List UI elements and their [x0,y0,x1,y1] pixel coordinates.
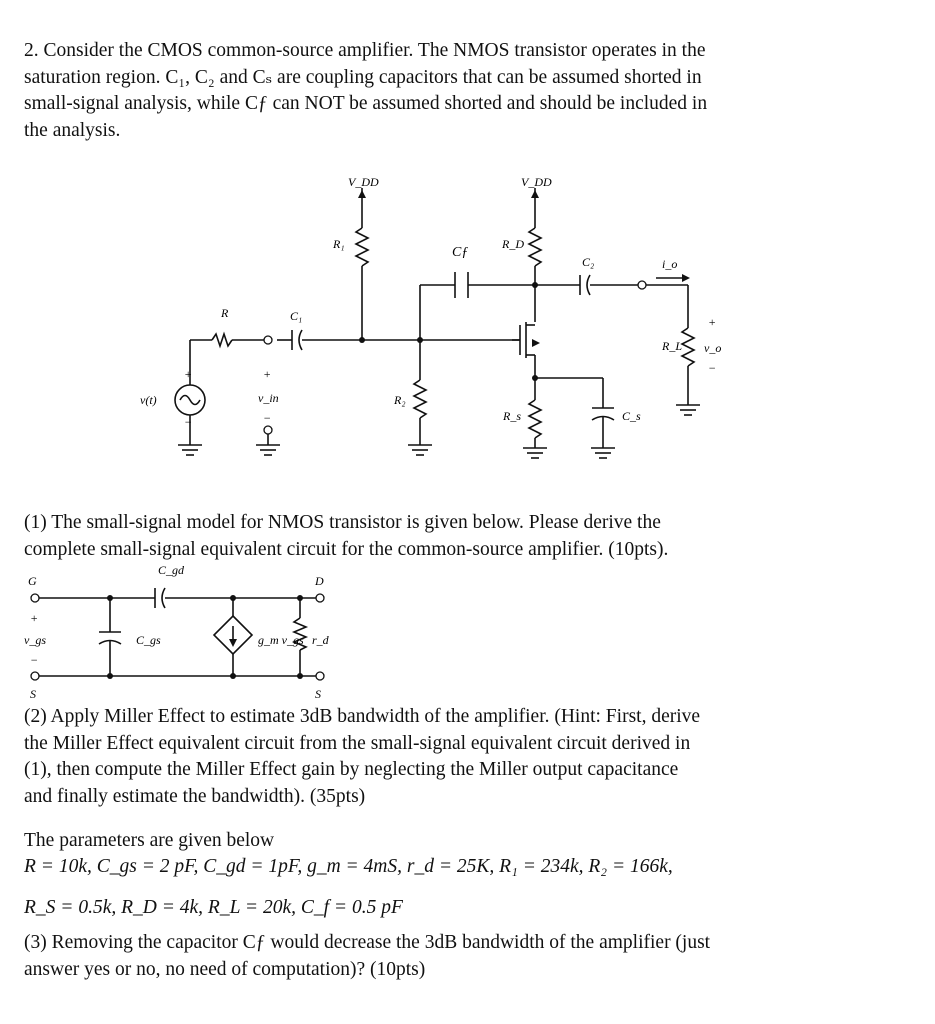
vo-plus: + [708,315,717,329]
cs-label: C_s [622,409,641,423]
part2-line-1: (2) Apply Miller Effect to estimate 3dB bandwidth of the amplifier. (Hint: First, derive [24,706,701,727]
part-2 [24,704,928,810]
rd-small-label: r_d [312,633,329,647]
vt-minus: − [184,415,193,429]
part2-line-4: and finally estimate the bandwidth). (35pts) [24,785,366,807]
c2-label: C₂ [582,255,595,269]
vo-minus: − [708,361,717,375]
part3-line-1: (3) Removing the capacitor Cƒ would decrease the 3dB bandwidth of the amplifier (just [24,932,711,953]
source-label-right: S [315,687,321,701]
c1-label: C₁ [290,309,303,323]
params-equation-1: R = 10k, C_gs = 2 pF, C_gd = 1pF, g_m = 4mS, r_d = 25K, R₁ = 234k, R₂ = 166k, [24,856,673,877]
cgs-label: C_gs [136,633,161,647]
vgs-label: v_gs [24,633,46,647]
rl-label: R_L [662,339,683,353]
cgd-label: C_gd [158,563,185,577]
part2-line-3: (1), then compute the Miller Effect gain by neglecting the Miller output capacitance [24,759,679,780]
part1-line-2: complete small-signal equivalent circuit for the common-source amplifier. (10pts). [24,538,669,560]
vin-minus: − [263,411,272,425]
vt-label: v(t) [140,393,157,407]
part-1 [24,510,928,563]
part2-line-2: the Miller Effect equivalent circuit from the small-signal equivalent circuit derived in [24,732,691,754]
vt-plus: + [184,367,193,381]
problem-line-3: small-signal analysis, while Cƒ can NOT be assumed shorted and should be included in [24,93,708,114]
params-equation-2: R_S = 0.5k, R_D = 4k, R_L = 20k, C_f = 0.5 pF [24,897,403,918]
vgs-plus: + [30,611,39,625]
problem-line-2: saturation region. C₁, C₂ and Cₛ are coupling capacitors that can be assumed shorted in [24,66,702,88]
gate-label: G [28,574,37,588]
source-label-left: S [30,687,36,701]
cf-label: Cƒ [452,245,469,260]
problem-line-4: the analysis. [24,119,121,141]
r2-label: R₂ [394,393,406,407]
rd-label: R_D [502,237,524,251]
vin-label: v_in [258,391,279,405]
vdd2-label: V_DD [521,175,552,189]
io-label: i_o [662,257,678,271]
r1-label: R₁ [333,237,345,251]
vo-label: v_o [704,341,722,355]
part-3 [24,930,928,983]
part1-line-1: (1) The small-signal model for NMOS transistor is given below. Please derive the [24,512,661,533]
gm-vgs-label: g_m v_gs [258,633,304,647]
vin-plus: + [263,367,272,381]
problem-line-1: 2. Consider the CMOS common-source amplifier. The NMOS transistor operates in the [24,40,706,61]
amplifier-schematic [0,0,935,500]
drain-label: D [315,574,324,588]
rs-label: R_s [503,409,521,423]
params-intro: The parameters are given below [24,830,275,851]
r-label: R [221,306,229,320]
part3-line-2: answer yes or no, no need of computation)? (10pts) [24,958,426,980]
vdd1-label: V_DD [348,175,379,189]
vgs-minus: − [30,653,39,667]
